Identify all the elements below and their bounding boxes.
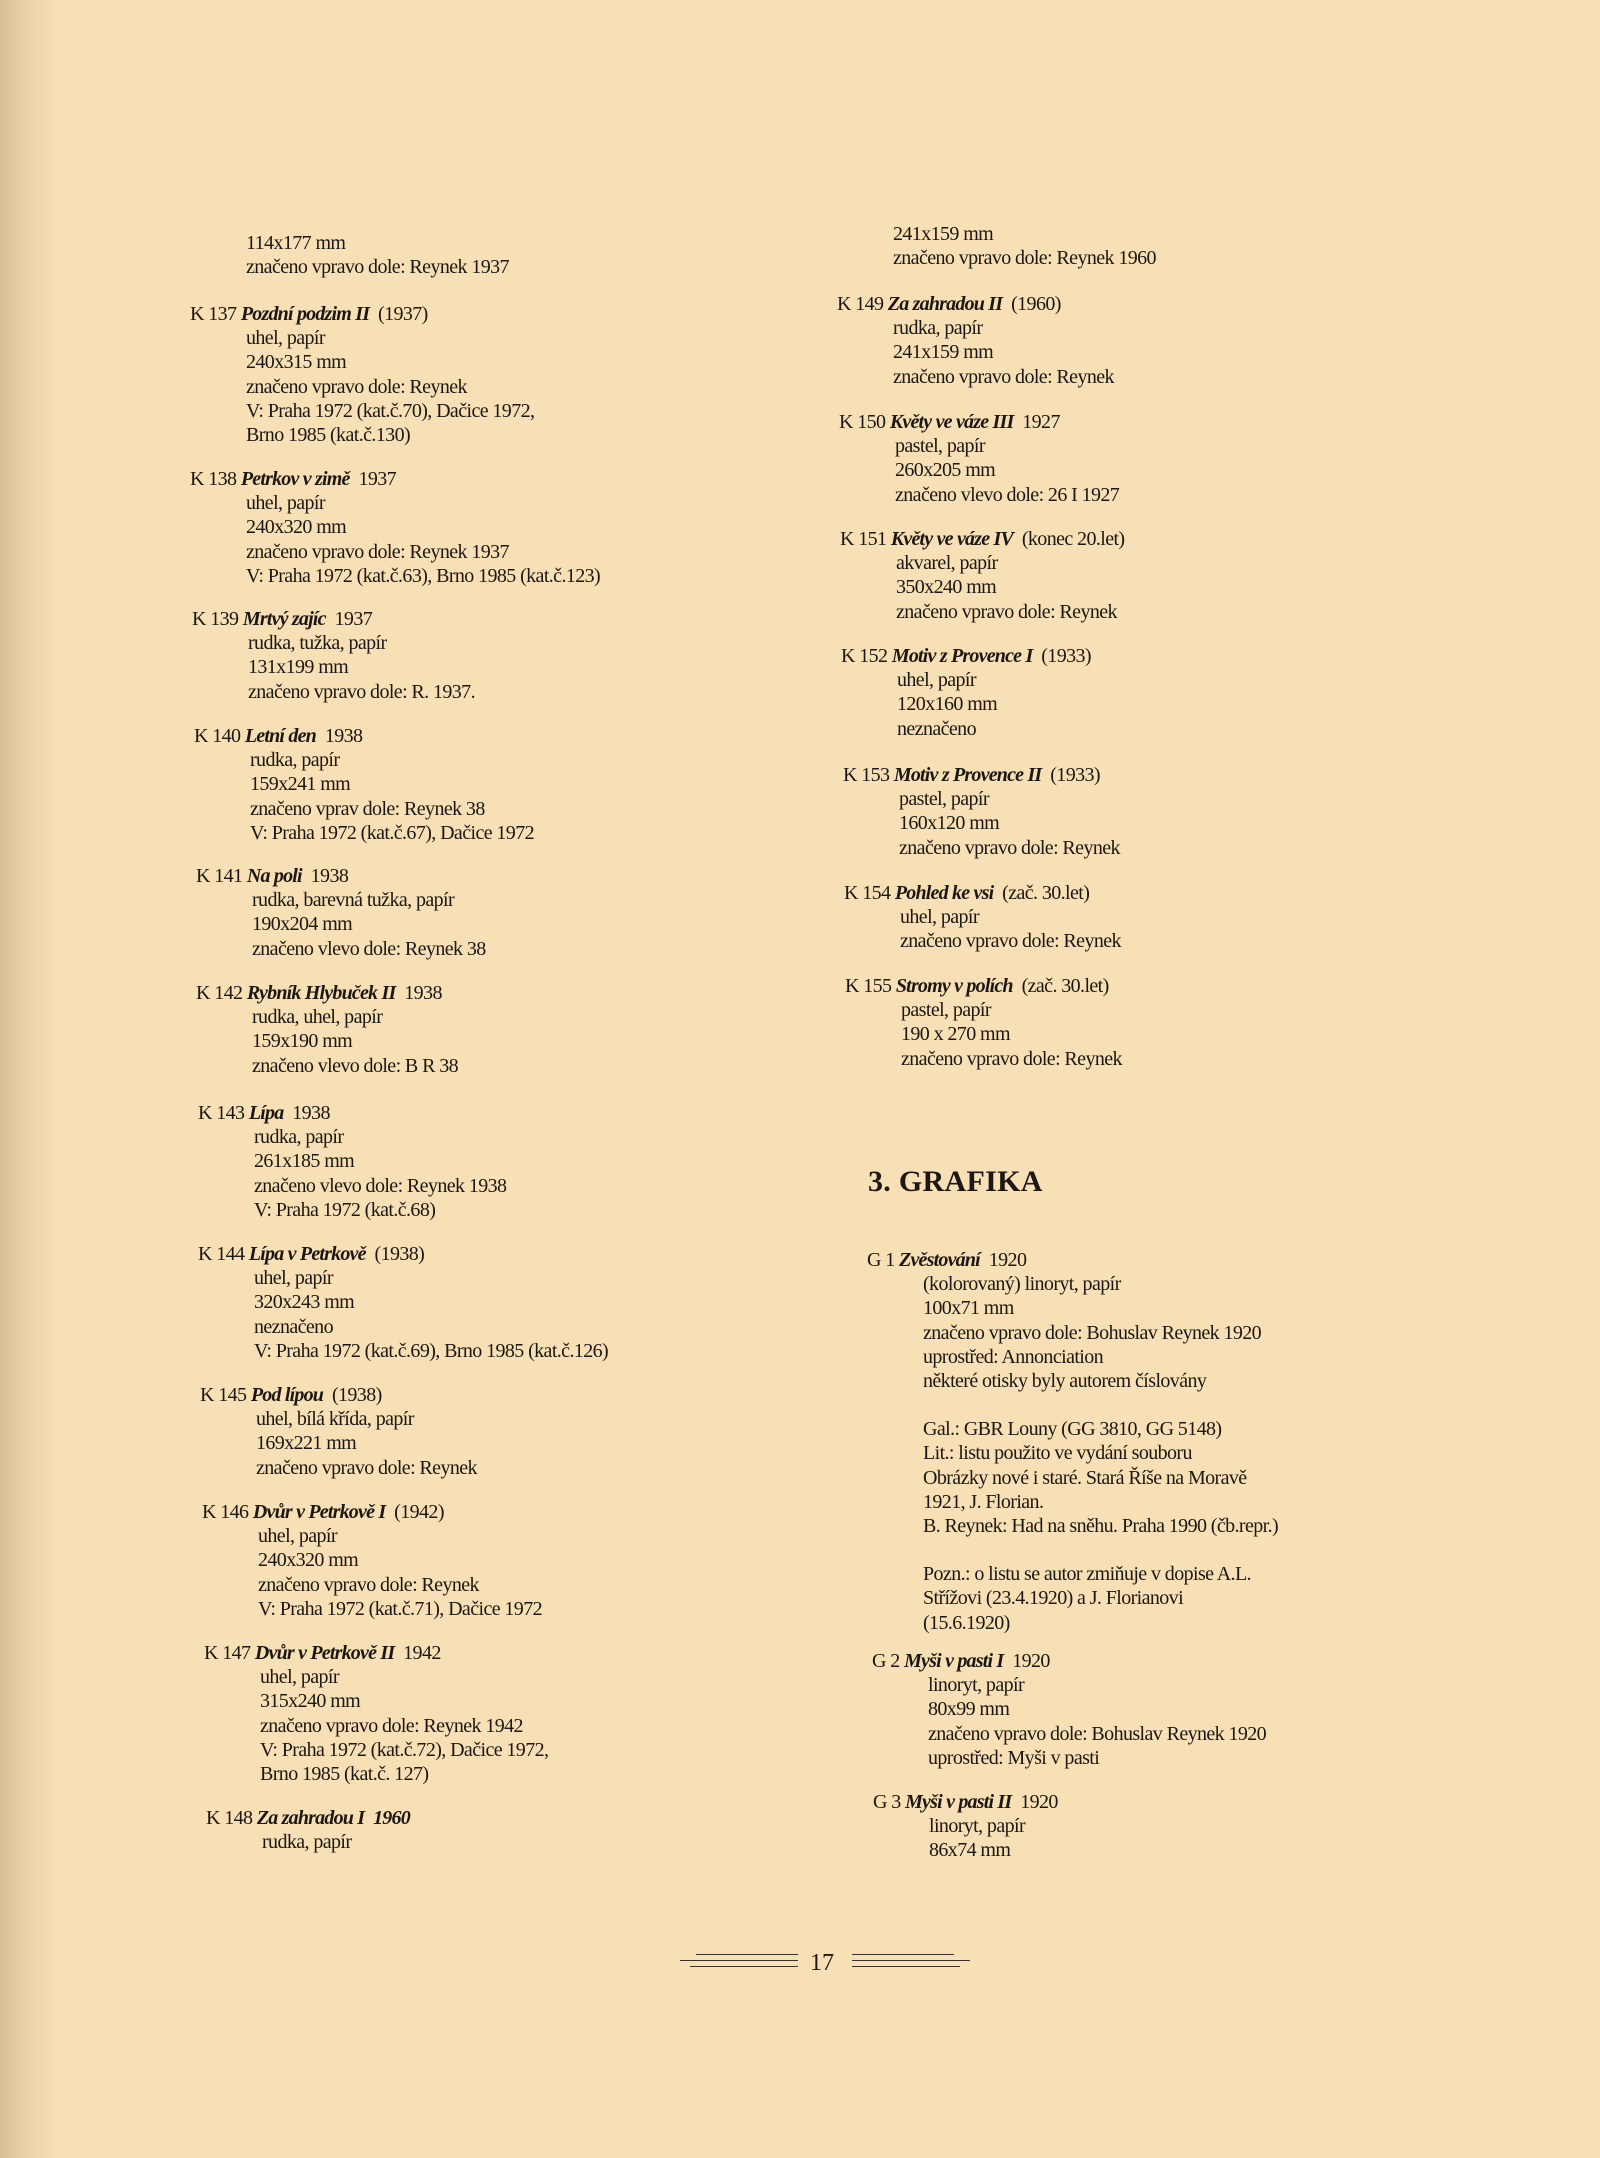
entry-k147 — [204, 1641, 548, 1786]
artwork-year: (1942) — [394, 1501, 444, 1523]
entry-line: Lit.: listu použito ve vydání souboru — [923, 1442, 1192, 1465]
entry-head — [867, 1248, 1278, 1272]
catalog-id: K 143 — [198, 1102, 245, 1124]
entry-line: 1921, J. Florian. — [923, 1490, 1044, 1513]
entry-line: značeno vpravo dole: Bohuslav Reynek 1920 — [928, 1722, 1267, 1745]
entry-line: značeno vprav dole: Reynek 38 — [250, 797, 485, 820]
artwork-title: Petrkov v zimě — [240, 468, 350, 490]
entry-line: značeno vpravo dole: Reynek — [258, 1573, 479, 1596]
entry-k140 — [194, 724, 534, 845]
entry-line: rudka, papír — [250, 749, 340, 772]
entry-k152 — [841, 644, 1091, 741]
entry-line: (kolorovaný) linoryt, papír — [923, 1273, 1121, 1296]
artwork-title: Pozdní podzim II — [240, 303, 370, 325]
entry-line: značeno vlevo dole: 26 I 1927 — [895, 483, 1120, 506]
entry-head — [192, 607, 475, 631]
entry-head — [202, 1500, 542, 1524]
artwork-title: Dvůr v Petrkově I — [252, 1501, 386, 1523]
artwork-title: Mrtvý zajíc — [242, 608, 326, 630]
entry-k153 — [843, 763, 1120, 860]
entry-line: značeno vlevo dole: B R 38 — [252, 1054, 459, 1077]
entry-line: značeno vpravo dole: Reynek 1942 — [260, 1714, 523, 1737]
entry-line: 190 x 270 mm — [901, 1023, 1010, 1046]
entry-line: 240x320 mm — [246, 516, 347, 539]
artwork-title: Lípa v Petrkově — [248, 1243, 366, 1265]
artwork-title: Lípa — [248, 1102, 284, 1124]
artwork-year: (1960) — [1011, 293, 1061, 315]
entry-head — [206, 1806, 410, 1830]
entry-line: 120x160 mm — [897, 693, 998, 716]
entry-line: uhel, papír — [260, 1666, 339, 1689]
entry-head — [840, 527, 1125, 551]
entry-line: uhel, papír — [900, 906, 979, 929]
entry-k145 — [200, 1383, 477, 1480]
entry-line: 240x320 mm — [258, 1549, 359, 1572]
footer-rule-left — [680, 1954, 798, 1972]
entry-head — [196, 981, 458, 1005]
entry-line: pastel, papír — [901, 999, 991, 1022]
entry-line: značeno vpravo dole: R. 1937. — [248, 680, 475, 703]
entry-k139 — [192, 607, 475, 704]
catalog-id: K 137 — [190, 303, 237, 325]
entry-k146 — [202, 1500, 542, 1621]
catalog-id: K 146 — [202, 1501, 249, 1523]
entry-head — [196, 864, 486, 888]
artwork-year: 1938 — [324, 725, 363, 747]
entry-g2 — [872, 1649, 1266, 1770]
entry-k137 — [190, 302, 534, 447]
artwork-year: 1942 — [403, 1642, 441, 1664]
entry-line: rudka, uhel, papír — [252, 1006, 383, 1029]
entry-line: značeno vpravo dole: Reynek — [900, 930, 1121, 953]
catalog-id: G 1 — [867, 1249, 895, 1271]
artwork-title: Myši v pasti I — [904, 1650, 1004, 1672]
entry-line: 100x71 mm — [923, 1297, 1014, 1320]
entry-line: uhel, papír — [246, 327, 325, 350]
entry-head — [198, 1101, 506, 1125]
entry-line: rudka, barevná tužka, papír — [252, 889, 455, 912]
catalog-id: K 148 — [206, 1807, 253, 1829]
page-number: 17 — [810, 1950, 834, 1976]
entry-line: 315x240 mm — [260, 1690, 361, 1713]
catalog-id: K 147 — [204, 1642, 251, 1664]
artwork-year: (1938) — [374, 1243, 425, 1265]
entry-head — [844, 881, 1121, 905]
entry-k151 — [840, 527, 1125, 624]
entry-line: některé otisky byly autorem číslovány — [923, 1370, 1207, 1393]
entry-line: značeno vpravo dole: Reynek 1937 — [246, 256, 509, 279]
artwork-title: Pod lípou — [250, 1384, 324, 1406]
catalog-id: K 145 — [200, 1384, 247, 1406]
artwork-year: 1938 — [310, 865, 349, 887]
entry-head — [204, 1641, 548, 1665]
entry-line: Gal.: GBR Louny (GG 3810, GG 5148) — [923, 1418, 1222, 1441]
entry-line: Pozn.: o listu se autor zmiňuje v dopise A.L. — [923, 1563, 1251, 1586]
entry-head — [194, 724, 534, 748]
artwork-title: Květy ve váze III — [889, 411, 1014, 433]
artwork-year: (konec 20.let) — [1021, 528, 1125, 550]
artwork-title: Motiv z Provence II — [893, 764, 1042, 786]
entry-line: 241x159 mm — [893, 341, 994, 364]
entry-line: 159x190 mm — [252, 1030, 353, 1053]
entry-line: 86x74 mm — [929, 1839, 1011, 1862]
entry-line: značeno vpravo dole: Reynek — [901, 1047, 1122, 1070]
catalog-id: K 141 — [196, 865, 243, 887]
entry-line: uhel, papír — [246, 492, 325, 515]
catalog-id: K 149 — [837, 293, 884, 315]
entry-line: rudka, papír — [262, 1831, 352, 1854]
entry-head — [839, 410, 1119, 434]
entry-line: linoryt, papír — [929, 1815, 1026, 1838]
entry-line: V: Praha 1972 (kat.č.67), Dačice 1972 — [250, 821, 534, 844]
catalog-id: K 154 — [844, 882, 891, 904]
entry-line: rudka, papír — [893, 317, 983, 340]
entry-line: 169x221 mm — [256, 1432, 357, 1455]
entry-line: (15.6.1920) — [923, 1611, 1010, 1634]
catalog-id: G 2 — [872, 1650, 900, 1672]
artwork-title: Na poli — [246, 865, 302, 887]
entry-line: V: Praha 1972 (kat.č.68) — [254, 1198, 436, 1221]
entry-line: neznačeno — [897, 717, 976, 740]
footer-rule-right — [852, 1954, 970, 1972]
artwork-year: (zač. 30.let) — [1002, 882, 1090, 904]
entry-line: V: Praha 1972 (kat.č.71), Dačice 1972 — [258, 1597, 542, 1620]
entry-line: uhel, bílá křída, papír — [256, 1408, 414, 1431]
artwork-year: 1920 — [988, 1249, 1027, 1271]
entry-head — [843, 763, 1120, 787]
entry-head — [845, 974, 1122, 998]
catalog-id: K 138 — [190, 468, 237, 490]
entry-line: 261x185 mm — [254, 1150, 355, 1173]
artwork-title: Letní den — [244, 725, 316, 747]
artwork-title: Motiv z Provence I — [891, 645, 1033, 667]
entry-line: 240x315 mm — [246, 351, 347, 374]
entry-line: V: Praha 1972 (kat.č.69), Brno 1985 (kat.č.126) — [254, 1339, 609, 1362]
entry-line: pastel, papír — [899, 788, 989, 811]
entry-line: 159x241 mm — [250, 773, 351, 796]
page-footer — [680, 1950, 970, 1980]
entry-line: značeno vpravo dole: Reynek — [893, 365, 1114, 388]
entry-line: pastel, papír — [895, 435, 985, 458]
page-spine-shadow — [0, 0, 60, 2158]
catalog-id: K 151 — [840, 528, 887, 550]
entry-k141 — [196, 864, 486, 961]
entry-head — [190, 467, 600, 491]
entry-k148 — [206, 1806, 410, 1854]
entry-line: značeno vpravo dole: Reynek — [256, 1456, 477, 1479]
entry-line: uprostřed: Myši v pasti — [928, 1746, 1100, 1769]
artwork-title: Za zahradou II — [887, 293, 1003, 315]
entry-line: 114x177 mm — [246, 232, 346, 254]
artwork-title: Stromy v polích — [895, 975, 1013, 997]
entry-k143 — [198, 1101, 506, 1222]
entry-k149 — [837, 292, 1114, 389]
entry-k148-tail — [837, 222, 1156, 270]
entry-line: 320x243 mm — [254, 1291, 355, 1314]
catalog-id: K 140 — [194, 725, 241, 747]
artwork-year: (1933) — [1050, 764, 1100, 786]
catalog-id: K 144 — [198, 1243, 245, 1265]
catalog-id: G 3 — [873, 1791, 901, 1813]
entry-line: značeno vpravo dole: Bohuslav Reynek 1920 — [923, 1321, 1262, 1344]
catalog-id: K 142 — [196, 982, 243, 1004]
artwork-year: 1937 — [358, 468, 397, 490]
catalog-id: K 152 — [841, 645, 888, 667]
artwork-year: (1938) — [331, 1384, 382, 1406]
artwork-title: Květy ve váze IV — [890, 528, 1014, 550]
entry-k138 — [190, 467, 600, 588]
entry-line: uhel, papír — [258, 1525, 337, 1548]
entry-line: Obrázky nové i staré. Stará Říše na Moravě — [923, 1466, 1247, 1489]
entry-k144 — [198, 1242, 608, 1363]
entry-line: 131x199 mm — [248, 656, 349, 679]
entry-line: neznačeno — [254, 1315, 333, 1338]
entry-line: V: Praha 1972 (kat.č.63), Brno 1985 (kat.č.123) — [246, 564, 601, 587]
entry-g3 — [873, 1790, 1058, 1863]
entry-k136-tail — [190, 231, 509, 279]
entry-head — [198, 1242, 608, 1266]
entry-line: značeno vpravo dole: Reynek — [896, 600, 1117, 623]
artwork-year: (1933) — [1041, 645, 1091, 667]
entry-line: linoryt, papír — [928, 1674, 1025, 1697]
entry-line: 350x240 mm — [896, 576, 997, 599]
artwork-year: 1960 — [373, 1807, 410, 1829]
entry-line: značeno vlevo dole: Reynek 38 — [252, 937, 486, 960]
entry-head — [841, 644, 1091, 668]
artwork-title: Za zahradou I — [256, 1807, 365, 1829]
entry-line: B. Reynek: Had na sněhu. Praha 1990 (čb.repr.) — [923, 1515, 1279, 1538]
artwork-title: Zvěstování — [899, 1249, 980, 1271]
entry-line: Střížovi (23.4.1920) a J. Florianovi — [923, 1587, 1184, 1610]
artwork-year: 1927 — [1022, 411, 1060, 433]
artwork-year: (1937) — [378, 303, 428, 325]
catalog-id: K 150 — [839, 411, 886, 433]
entry-line: značeno vpravo dole: Reynek 1937 — [246, 540, 509, 563]
entry-line: uprostřed: Annonciation — [923, 1345, 1104, 1368]
entry-g1 — [867, 1248, 1278, 1635]
section-title: 3. GRAFIKA — [868, 1165, 1043, 1198]
artwork-year: 1938 — [404, 982, 442, 1004]
entry-line: značeno vpravo dole: Reynek — [246, 375, 467, 398]
artwork-year: 1938 — [292, 1102, 330, 1124]
entry-k154 — [844, 881, 1121, 954]
entry-line: Brno 1985 (kat.č.130) — [246, 424, 411, 447]
entry-line: 260x205 mm — [895, 459, 996, 482]
artwork-title: Rybník Hlybuček II — [246, 982, 396, 1004]
entry-head — [190, 302, 534, 326]
entry-k150 — [839, 410, 1119, 507]
entry-line: značeno vpravo dole: Reynek 1960 — [893, 247, 1156, 270]
entry-k142 — [196, 981, 458, 1078]
entry-line: značeno vpravo dole: Reynek — [899, 836, 1120, 859]
entry-line: značeno vlevo dole: Reynek 1938 — [254, 1174, 507, 1197]
entry-head — [837, 292, 1114, 316]
artwork-title: Pohled ke vsi — [894, 882, 994, 904]
artwork-year: 1937 — [334, 608, 373, 630]
entry-line: akvarel, papír — [896, 552, 998, 575]
artwork-title: Myši v pasti II — [905, 1791, 1012, 1813]
catalog-id: K 139 — [192, 608, 239, 630]
entry-head — [872, 1649, 1266, 1673]
entry-line: V: Praha 1972 (kat.č.70), Dačice 1972, — [246, 399, 535, 422]
entry-line: 241x159 mm — [893, 223, 994, 245]
artwork-year: 1920 — [1012, 1650, 1050, 1672]
artwork-year: (zač. 30.let) — [1021, 975, 1109, 997]
entry-line: uhel, papír — [897, 669, 976, 692]
entry-line: uhel, papír — [254, 1267, 333, 1290]
catalog-id: K 155 — [845, 975, 892, 997]
entry-line: V: Praha 1972 (kat.č.72), Dačice 1972, — [260, 1738, 549, 1761]
entry-line: 190x204 mm — [252, 913, 353, 936]
catalog-id: K 153 — [843, 764, 890, 786]
entry-line: Brno 1985 (kat.č. 127) — [260, 1763, 429, 1786]
entry-line: 160x120 mm — [899, 812, 1000, 835]
entry-k155 — [845, 974, 1122, 1071]
artwork-year: 1920 — [1020, 1791, 1058, 1813]
entry-head — [873, 1790, 1058, 1814]
entry-line: rudka, papír — [254, 1126, 344, 1149]
entry-head — [200, 1383, 477, 1407]
entry-line: 80x99 mm — [928, 1698, 1010, 1721]
artwork-title: Dvůr v Petrkově II — [254, 1642, 395, 1664]
entry-line: rudka, tužka, papír — [248, 632, 387, 655]
